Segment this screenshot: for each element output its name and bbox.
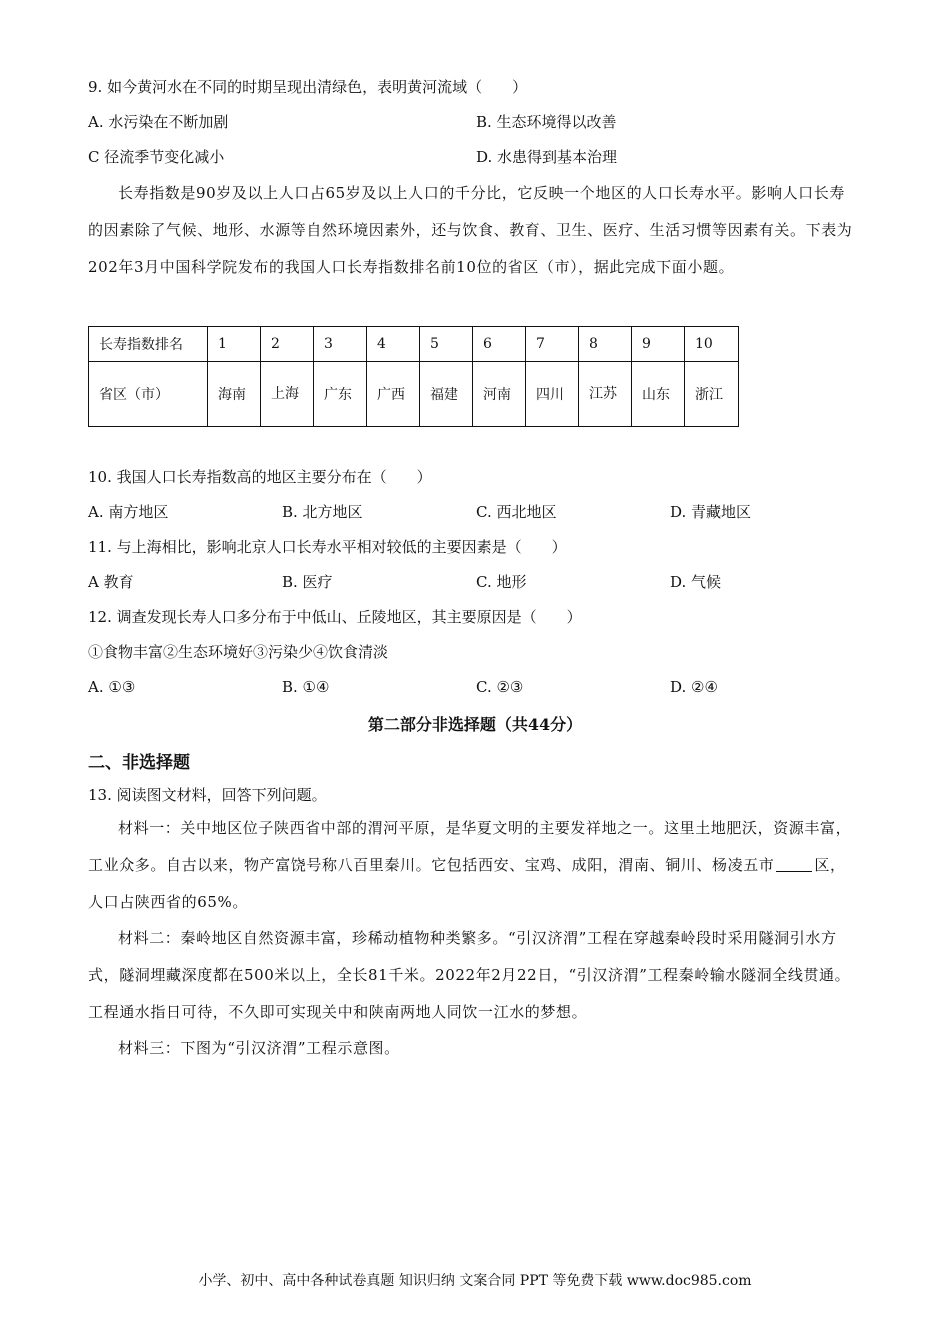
q10-option-a: A. 南方地区	[88, 503, 169, 521]
q12-option-c: C. ②③	[476, 678, 524, 696]
table-cell: 1	[208, 327, 261, 362]
q10-stem: 10. 我国人口长寿指数高的地区主要分布在（ ）	[88, 468, 432, 486]
q9-option-a: A. 水污染在不断加剧	[88, 113, 229, 131]
q11-option-b: B. 医疗	[282, 573, 333, 591]
table-row	[89, 362, 739, 427]
table-cell: 5	[420, 327, 473, 362]
q13-stem: 13. 阅读图文材料，回答下列问题。	[88, 786, 327, 804]
table-cell: 福建	[420, 362, 473, 427]
q12-option-d: D. ②④	[670, 678, 718, 696]
fill-blank	[776, 855, 812, 872]
table-cell: 6	[473, 327, 526, 362]
q12-stem: 12. 调查发现长寿人口多分布于中低山、丘陵地区，其主要原因是（ ）	[88, 608, 582, 626]
q10-option-c: C. 西北地区	[476, 503, 557, 521]
section2-title: 二、非选择题	[88, 753, 190, 773]
q13-material2: 材料二：秦岭地区自然资源丰富，珍稀动植物种类繁多。“引汉济渭”工程在穿越秦岭段时采用隧洞引水方式，隧洞埋藏深度都在500米以上，全长81千米。2022年2月22日，“引汉济渭”工程秦岭输水隧洞全线贯通。工程通水指日可待，不久即可实现关中和陕南两地人同饮一江水的梦想。	[88, 929, 851, 1021]
table-header-region: 省区（市）	[89, 362, 208, 427]
table-cell: 9	[632, 327, 685, 362]
q11-option-c: C. 地形	[476, 573, 527, 591]
table-cell: 上海	[271, 386, 299, 402]
q12-option-a: A. ①③	[88, 678, 136, 696]
table-cell: 江苏	[589, 386, 617, 402]
table-header-rank: 长寿指数排名	[89, 327, 208, 362]
q11-option-a: A 教育	[88, 573, 134, 591]
table-cell: 10	[685, 327, 739, 362]
table-cell: 山东	[632, 362, 685, 427]
table-cell: 河南	[473, 362, 526, 427]
longevity-table	[88, 326, 739, 427]
table-cell: 广西	[367, 362, 420, 427]
table-cell: 7	[526, 327, 579, 362]
q9-stem: 9. 如今黄河水在不同的时期呈现出清绿色，表明黄河流域（ ）	[88, 78, 528, 96]
q11-option-d: D. 气候	[670, 573, 722, 591]
table-cell: 2	[261, 327, 314, 362]
table-cell: 浙江	[685, 362, 739, 427]
table-cell: 3	[314, 327, 367, 362]
q10-option-b: B. 北方地区	[282, 503, 363, 521]
table-row	[89, 327, 739, 362]
q9-option-c: C 径流季节变化减小	[88, 148, 225, 166]
q12-choices: ①食物丰富②生态环境好③污染少④饮食清淡	[88, 643, 389, 661]
q12-option-b: B. ①④	[282, 678, 330, 696]
material1-text: 材料一：关中地区位子陕西省中部的渭河平原，是华夏文明的主要发祥地之一。这里土地肥沃，资源丰富，工业众多。自古以来，物产富饶号称八百里秦川。它包括西安、宝鸡、成阳，渭南、铜川、杨凌五市	[88, 819, 852, 874]
q9-option-b: B. 生态环境得以改善	[476, 113, 617, 131]
part2-title: 第二部分非选择题（共44分）	[367, 715, 583, 734]
table-cell: 8	[579, 327, 632, 362]
q10-option-d: D. 青藏地区	[670, 503, 752, 521]
q13-material1	[88, 810, 858, 921]
q13-material3: 材料三：下图为“引汉济渭”工程示意图。	[118, 1039, 400, 1057]
intro-paragraph: 长寿指数是90岁及以上人口占65岁及以上人口的千分比，它反映一个地区的人口长寿水平。影响人口长寿的因素除了气候、地形、水源等自然环境因素外，还与饮食、教育、卫生、医疗、生活习惯等因素有关。下表为202年3月中国科学院发布的我国人口长寿指数排名前10位的省区（市），据此完成下面小题。	[88, 184, 853, 276]
q9-option-d: D. 水患得到基本治理	[476, 148, 618, 166]
table-cell: 海南	[208, 362, 261, 427]
table-cell: 4	[367, 327, 420, 362]
material1-text-end: 区，人口占陕西省的65%。	[88, 856, 846, 911]
table-cell: 广东	[314, 362, 367, 427]
page-footer: 小学、初中、高中各种试卷真题 知识归纳 文案合同 PPT 等免费下载 www.doc985.com	[198, 1273, 752, 1289]
q11-stem: 11. 与上海相比，影响北京人口长寿水平相对较低的主要因素是（ ）	[88, 538, 567, 556]
table-cell: 四川	[526, 362, 579, 427]
